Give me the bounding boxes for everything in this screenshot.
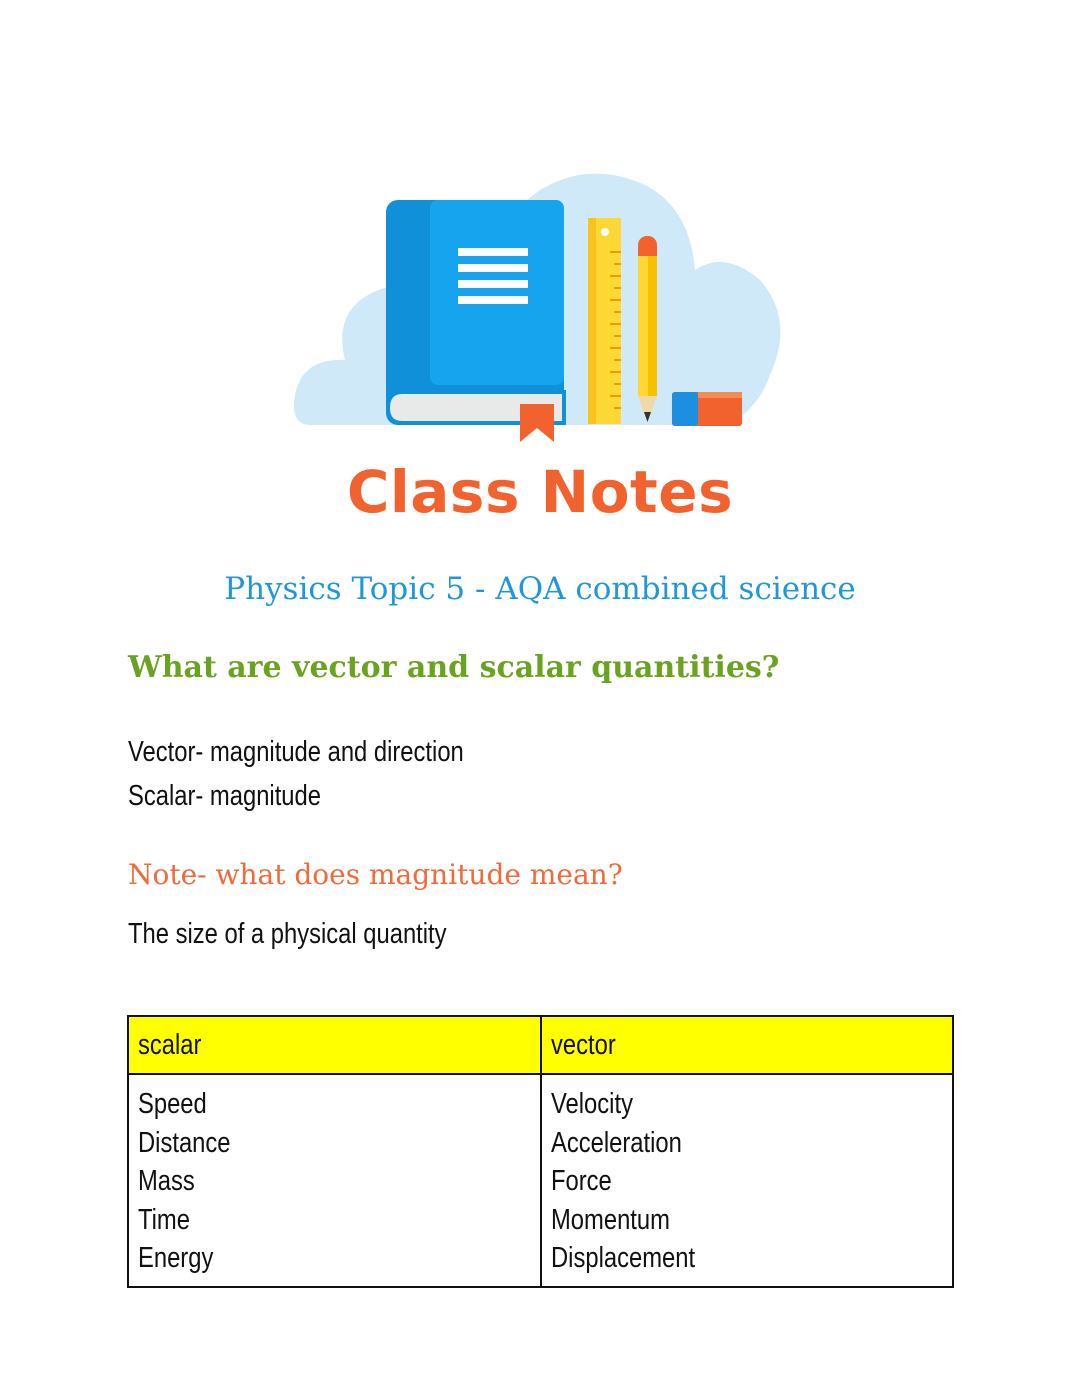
vector-item: Momentum — [550, 1203, 670, 1236]
page-title: Class Notes — [346, 458, 734, 526]
scalar-list-cell — [128, 1074, 541, 1287]
eraser-icon — [672, 392, 742, 426]
table-header-vector — [541, 1016, 954, 1074]
ruler-icon — [588, 218, 621, 424]
table-header-row — [128, 1016, 953, 1074]
vector-item: Displacement — [550, 1242, 695, 1274]
note-question: Note- what does magnitude mean? — [128, 858, 623, 891]
scalar-definition: Scalar- magnitude — [128, 780, 321, 812]
header-scalar-label: scalar — [138, 1028, 202, 1061]
scalar-item: Distance — [138, 1126, 231, 1159]
vector-list — [551, 1085, 695, 1278]
quantities-table — [127, 1015, 954, 1288]
vector-list-cell — [541, 1074, 954, 1287]
scalar-item: Time — [138, 1203, 190, 1236]
vector-item: Velocity — [550, 1088, 633, 1120]
vector-item: Acceleration — [550, 1126, 682, 1159]
scalar-item: Energy — [138, 1242, 214, 1274]
scalar-list — [138, 1085, 231, 1278]
note-answer: The size of a physical quantity — [128, 918, 447, 950]
vector-definition: Vector- magnitude and direction — [128, 736, 464, 768]
table-row — [128, 1074, 953, 1287]
table-header-scalar — [128, 1016, 541, 1074]
page-subtitle: Physics Topic 5 - AQA combined science — [224, 571, 856, 607]
book-icon — [386, 200, 564, 425]
question-heading: What are vector and scalar quantities? — [128, 650, 780, 685]
vector-item: Force — [550, 1165, 612, 1197]
scalar-item: Mass — [138, 1165, 195, 1197]
pencil-icon — [638, 236, 657, 422]
bookmark-icon — [520, 404, 554, 442]
header-vector-label: vector — [550, 1028, 616, 1061]
scalar-item: Speed — [138, 1088, 207, 1120]
class-notes-illustration — [290, 160, 790, 450]
